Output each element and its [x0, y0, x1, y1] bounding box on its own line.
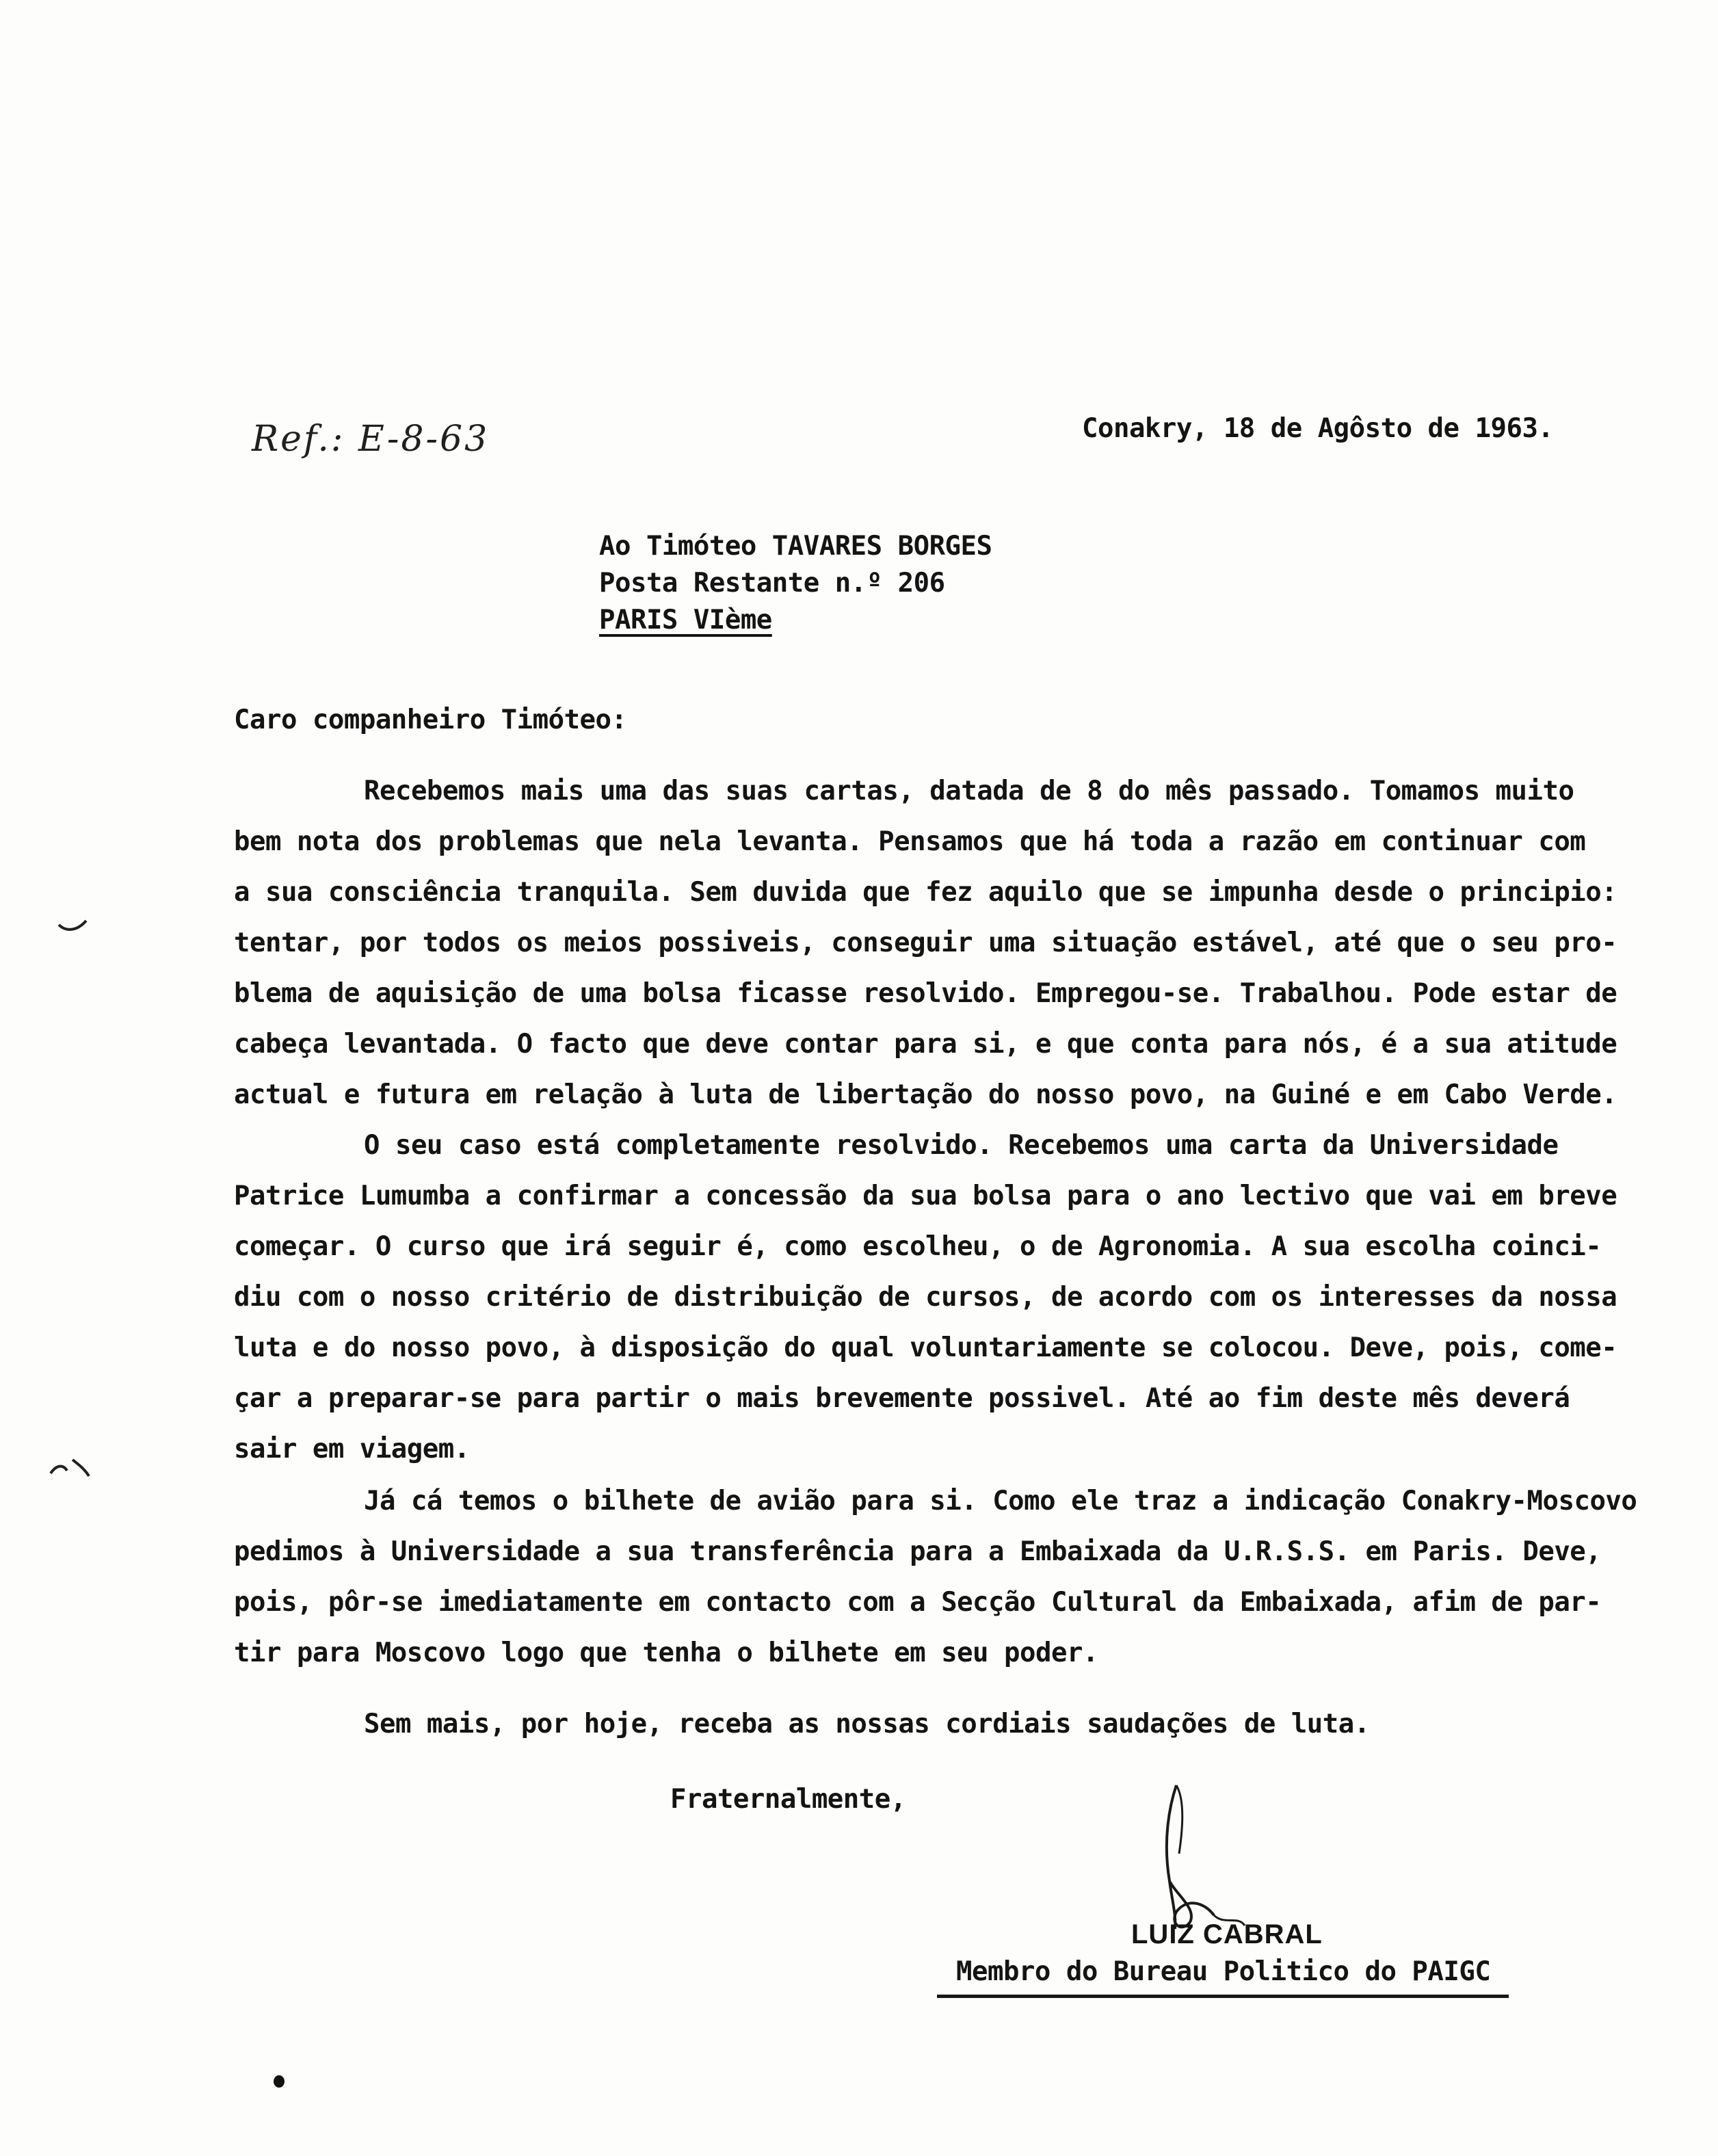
- body-line: diu com o nosso critério de distribuição de cursos, de acordo com os interesses da nossa: [234, 1282, 1617, 1313]
- body-line: tir para Moscovo logo que tenha o bilhete em seu poder.: [234, 1638, 1098, 1668]
- body-line: O seu caso está completamente resolvido. Recebemos uma carta da Universidade: [364, 1130, 1559, 1161]
- margin-check-mark: [56, 915, 90, 936]
- body-line: Recebemos mais uma das suas cartas, datada de 8 do mês passado. Tomamos muito: [364, 776, 1574, 806]
- body-line: a sua consciência tranquila. Sem duvida que fez aquilo que se impunha desde o principio:: [234, 877, 1617, 908]
- body-line: tentar, por todos os meios possiveis, conseguir uma situação estável, até que o seu pro-: [234, 928, 1617, 958]
- signature-underline: [937, 1995, 1509, 1998]
- signer-name: LUIZ CABRAL: [1131, 1919, 1323, 1949]
- recipient-name: Ao Timóteo TAVARES BORGES: [599, 531, 992, 562]
- body-line: blema de aquisição de uma bolsa ficasse resolvido. Empregou-se. Trabalhou. Pode estar de: [234, 978, 1617, 1009]
- reference-handwritten: Ref.: E-8-63: [252, 419, 490, 460]
- recipient-city: PARIS VIème: [599, 605, 772, 635]
- body-line: pedimos à Universidade a sua transferência para a Embaixada da U.R.S.S. em Paris. Deve,: [234, 1536, 1602, 1567]
- signature-mark: [1149, 1778, 1286, 1943]
- closing: Fraternalmente,: [670, 1784, 906, 1815]
- body-line: sair em viagem.: [234, 1434, 470, 1464]
- ink-dot: [274, 2075, 285, 2088]
- body-line: actual e futura em relação à luta de libertação do nosso povo, na Guiné e em Cabo Verde.: [234, 1079, 1617, 1110]
- body-line: pois, pôr-se imediatamente em contacto com a Secção Cultural da Embaixada, afim de par-: [234, 1587, 1602, 1618]
- margin-mark: [47, 1453, 94, 1480]
- recipient-address: Posta Restante n.º 206: [599, 568, 945, 599]
- body-line: bem nota dos problemas que nela levanta. Pensamos que há toda a razão em continuar com: [234, 826, 1586, 857]
- body-line: Sem mais, por hoje, receba as nossas cordiais saudações de luta.: [364, 1709, 1370, 1739]
- dateline: Conakry, 18 de Agôsto de 1963.: [1082, 413, 1554, 444]
- body-line: cabeça levantada. O facto que deve contar para si, e que conta para nós, é a sua atitude: [234, 1029, 1617, 1060]
- body-line: çar a preparar-se para partir o mais brevemente possivel. Até ao fim deste mês deverá: [234, 1383, 1570, 1414]
- body-line: começar. O curso que irá seguir é, como escolheu, o de Agronomia. A sua escolha coinci-: [234, 1231, 1602, 1262]
- salutation: Caro companheiro Timóteo:: [234, 705, 627, 735]
- body-line: Já cá temos o bilhete de avião para si. Como ele traz a indicação Conakry-Moscovo: [364, 1486, 1637, 1516]
- signer-title: Membro do Bureau Politico do PAIGC: [956, 1956, 1491, 1987]
- body-line: Patrice Lumumba a confirmar a concessão da sua bolsa para o ano lectivo que vai em breve: [234, 1181, 1617, 1211]
- body-line: luta e do nosso povo, à disposição do qual voluntariamente se colocou. Deve, pois, come-: [234, 1332, 1617, 1363]
